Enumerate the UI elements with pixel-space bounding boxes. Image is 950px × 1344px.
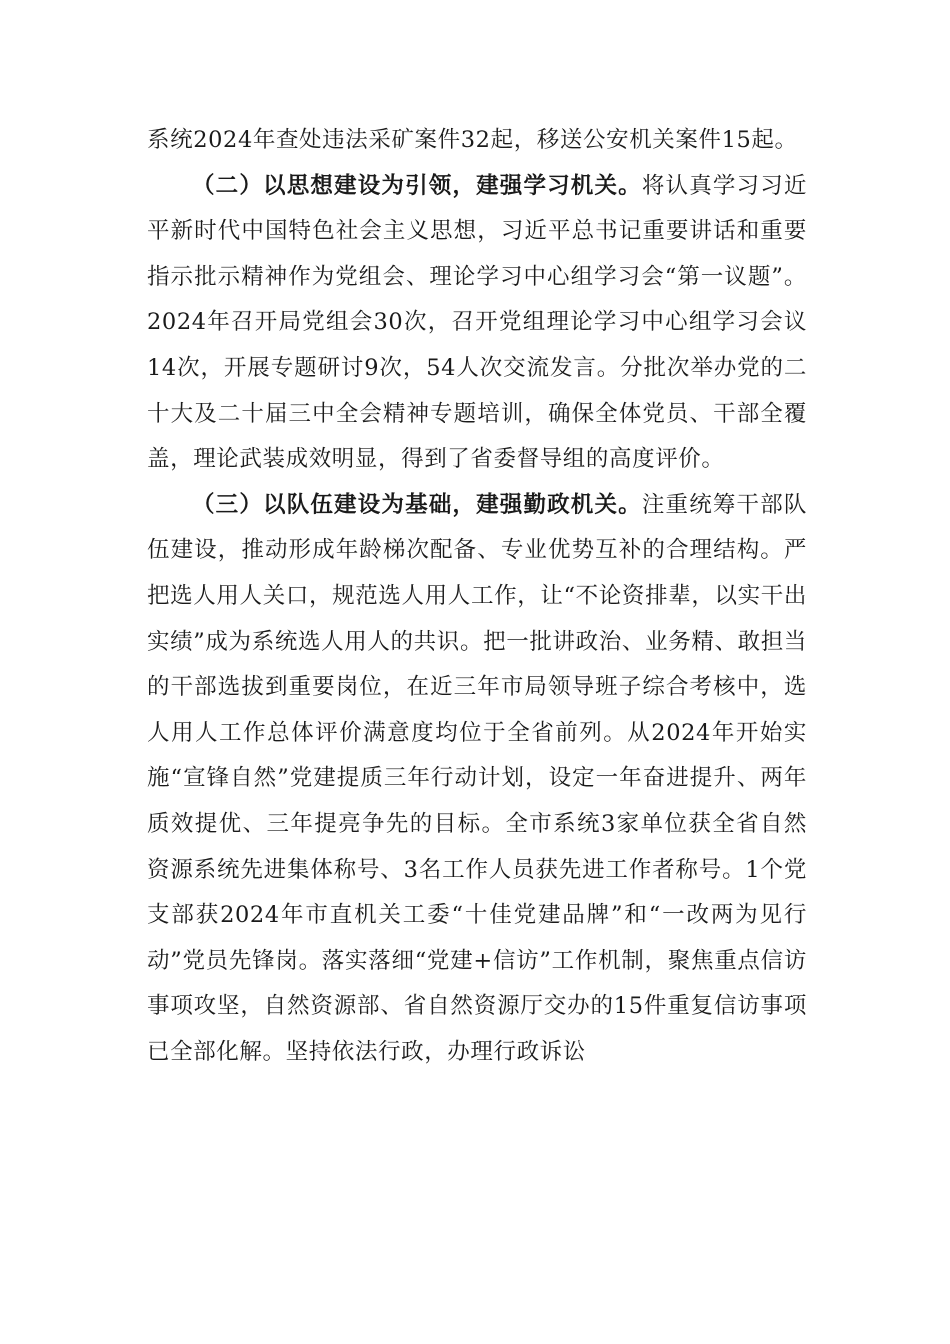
paragraph-body: 将认真学习习近平新时代中国特色社会主义思想，习近平总书记重要讲话和重要指示批示精神作为党组会、理论学习中心组学习会“第一议题”。2024年召开局党组会30次，召开党组理论学习中心组学习会议14次，开展专题研讨9次，54人次交流发言。分批次举办党的二十大及二十届三中全会精神专题培训，确保全体党员、干部全覆盖，理论武装成效明显，得到了省委督导组的高度评价。: [147, 172, 807, 473]
paragraph-continuation: [147, 118, 807, 164]
paragraph-body: 注重统筹干部队伍建设，推动形成年龄梯次配备、专业优势互补的合理结构。严把选人用人关口，规范选人用人工作，让“不论资排辈，以实干出实绩”成为系统选人用人的共识。把一批讲政治、业务精、敢担当的干部选拔到重要岗位，在近三年市局领导班子综合考核中，选人用人工作总体评价满意度均位于全省前列。从2024年开始实施“宣锋自然”党建提质三年行动计划，设定一年奋进提升、两年质效提优、三年提亮争先的目标。全市系统3家单位获全省自然资源系统先进集体称号、3名工作人员获先进工作者称号。1个党支部获2024年市直机关工委“十佳党建品牌”和“一改两为见行动”党员先锋岗。落实落细“党建+信访”工作机制，聚焦重点信访事项攻坚，自然资源部、省自然资源厅交办的15件重复信访事项已全部化解。坚持依法行政，办理行政诉讼: [147, 491, 807, 1065]
paragraph-section-3: [147, 483, 807, 1076]
section-heading: （三）以队伍建设为基础，建强勤政机关。: [192, 491, 642, 518]
paragraph-body: 系统2024年查处违法采矿案件32起，移送公安机关案件15起。: [147, 127, 798, 153]
text-column: [147, 118, 807, 1075]
paragraph-section-2: [147, 164, 807, 483]
section-heading: （二）以思想建设为引领，建强学习机关。: [192, 172, 642, 199]
